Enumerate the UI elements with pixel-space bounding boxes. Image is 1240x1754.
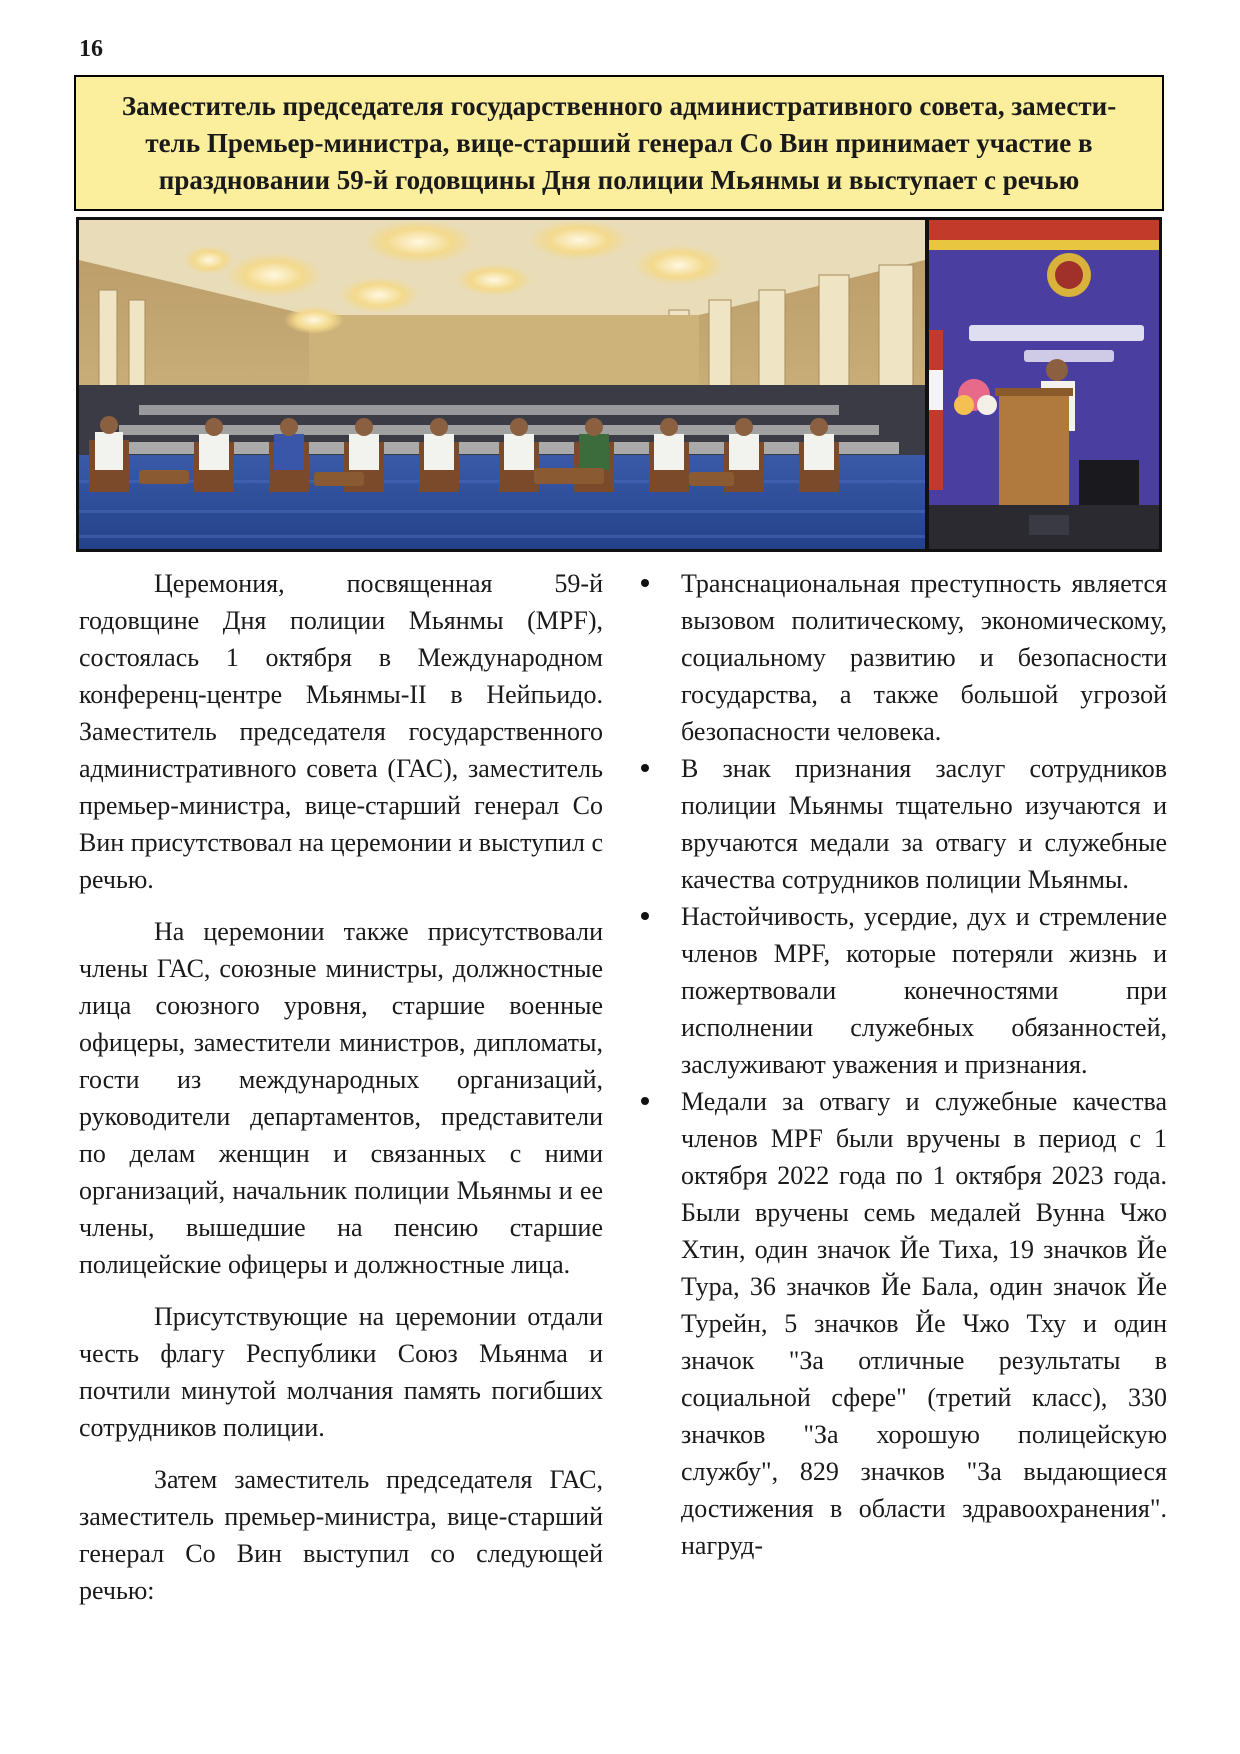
list-item	[643, 1083, 1167, 1564]
list-item	[643, 898, 1167, 1083]
title-line: тель Премьер-министра, вице-старший генерал Со Вин принимает участие в	[145, 127, 1093, 158]
bullet-icon	[641, 912, 649, 920]
list-item-text: Транснациональная преступность является вызовом политическому, экономическому, социальному развитию и безопасности государства, а также большой угрозой безопасности человека.	[681, 569, 1167, 746]
list-item	[643, 565, 1167, 750]
paragraph: Затем заместитель председателя ГАС, заместитель премьер-министра, вице-старший генерал Со Вин выступил со следующей речью:	[79, 1465, 603, 1605]
bullet-icon	[641, 579, 649, 587]
right-column	[643, 565, 1167, 1564]
paragraph: На церемонии также присутствовали члены ГАС, союзные министры, должностные лица союзного уровня, старшие военные офицеры, заместители министров, дипломаты, гости из международных организаций, руководители департаментов, представители по делам женщин и связанных с ними организаций, начальник полиции Мьянмы и ее члены, вышедшие на пенсию старшие полицейские офицеры и должностные лица.	[79, 917, 603, 1279]
title-line: Заместитель председателя государственного административного совета, замести-	[121, 90, 1117, 121]
speaker-podium-photo	[929, 220, 1159, 549]
title-line: праздновании 59-й годовщины Дня полиции Мьянмы и выступает с речью	[158, 164, 1080, 195]
photo-strip	[76, 217, 1162, 552]
list-item-text: Медали за отвагу и служебные качества членов MPF были вручены в период с 1 октября 2022 года по 1 октября 2023 года. Были вручены семь медалей Вунна Чжо Хтин, один значок Йе Тиха, 19 значков Йе Тура, 36 значков Йе Бала, один значок Йе Турейн, 5 значков Йе Чжо Тху и один значок "За отличные результаты в социальной сфере" (третий класс), 330 значков "За хорошую полицейскую службу", 829 значков "За выдающиеся достижения в области здравоохранения". нагруд-	[681, 1087, 1167, 1560]
paragraph: Присутствующие на церемонии отдали честь флагу Республики Союз Мьянма и почтили минутой молчания память погибших сотрудников полиции.	[79, 1302, 603, 1442]
article-title	[74, 75, 1164, 211]
bullet-icon	[641, 1097, 649, 1105]
page-number: 16	[79, 36, 103, 62]
bullet-icon	[641, 764, 649, 772]
bullet-list	[643, 565, 1167, 1564]
conference-hall-photo	[79, 220, 925, 549]
list-item-text: В знак признания заслуг сотрудников полиции Мьянмы тщательно изучаются и вручаются медали за отвагу и служебные качества сотрудников полиции Мьянмы.	[681, 754, 1167, 894]
left-column	[79, 565, 603, 1624]
paragraph: Церемония, посвященная 59-й годовщине Дня полиции Мьянмы (MPF), состоялась 1 октября в Международном конференц-центре Мьянмы-II в Нейпьидо. Заместитель председателя государственного административного совета (ГАС), заместитель премьер-министра, вице-старший генерал Со Вин присутствовал на церемонии и выступил с речью.	[79, 569, 603, 894]
list-item-text: Настойчивость, усердие, дух и стремление членов MPF, которые потеряли жизнь и пожертвовали конечностями при исполнении служебных обязанностей, заслуживают уважения и признания.	[681, 902, 1167, 1079]
list-item	[643, 750, 1167, 898]
